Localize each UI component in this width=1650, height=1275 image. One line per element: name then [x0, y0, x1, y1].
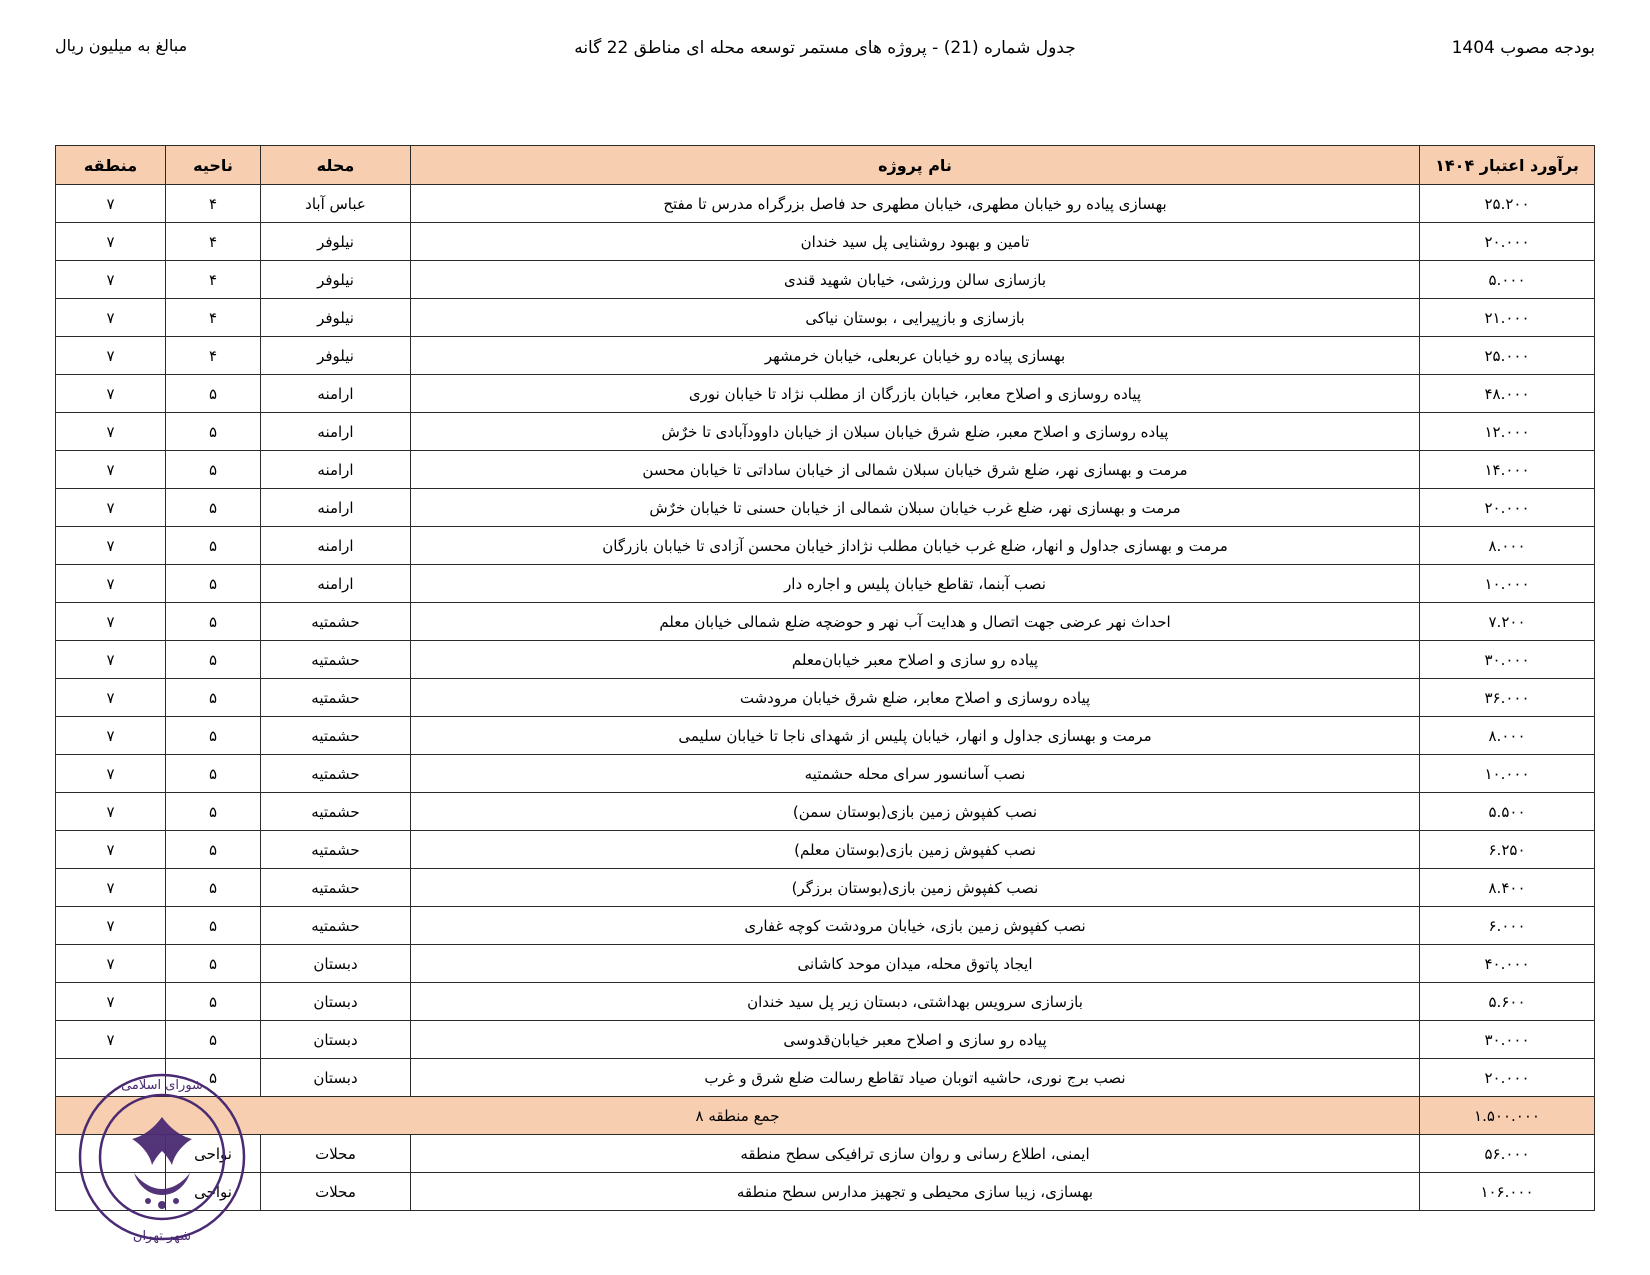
cell-amount: ۲۵.۲۰۰	[1420, 185, 1595, 223]
cell-district: ۵	[166, 1059, 261, 1097]
table-row	[56, 717, 1595, 755]
table-row	[56, 1173, 1595, 1211]
cell-region: ۷	[56, 527, 166, 565]
table-row	[56, 565, 1595, 603]
table-row	[56, 793, 1595, 831]
cell-amount: ۸.۰۰۰	[1420, 717, 1595, 755]
budget-table-container	[55, 145, 1595, 1211]
table-row	[56, 1135, 1595, 1173]
cell-amount: ۲۰.۰۰۰	[1420, 223, 1595, 261]
cell-amount: ۴۰.۰۰۰	[1420, 945, 1595, 983]
cell-project: مرمت و بهسازی نهر، ضلع غرب خیابان سبلان شمالی از خیابان حسنی تا خیابان خرٌش	[411, 489, 1420, 527]
cell-amount: ۱۲.۰۰۰	[1420, 413, 1595, 451]
cell-amount: ۳۶.۰۰۰	[1420, 679, 1595, 717]
stamp-text-top: شورای اسلامی	[121, 1078, 203, 1093]
cell-neighborhood: ارامنه	[261, 451, 411, 489]
page-header	[0, 38, 1650, 68]
budget-table	[55, 145, 1595, 1211]
cell-amount: ۱۴.۰۰۰	[1420, 451, 1595, 489]
cell-district: ۵	[166, 565, 261, 603]
cell-district: ۴	[166, 299, 261, 337]
cell-region: ۷	[56, 299, 166, 337]
cell-region: ۷	[56, 603, 166, 641]
table-row	[56, 261, 1595, 299]
cell-district: ۵	[166, 1021, 261, 1059]
cell-region: ۷	[56, 261, 166, 299]
cell-neighborhood: نیلوفر	[261, 261, 411, 299]
cell-region: ۷	[56, 565, 166, 603]
cell-project: نصب کفپوش زمین بازی(بوستان سمن)	[411, 793, 1420, 831]
cell-neighborhood: حشمتیه	[261, 907, 411, 945]
cell-project: بهسازی پیاده رو خیابان مطهری، خیابان مطهری حد فاصل بزرگراه مدرس تا مفتح	[411, 185, 1420, 223]
cell-neighborhood: حشمتیه	[261, 755, 411, 793]
table-row	[56, 451, 1595, 489]
column-header-project: نام پروژه	[411, 146, 1420, 185]
cell-region: ۷	[56, 413, 166, 451]
stamp-text-bottom: شهر تهران	[132, 1229, 192, 1244]
cell-project: مرمت و بهسازی نهر، ضلع شرق خیابان سبلان شمالی از خیابان ساداتی تا خیابان محسن	[411, 451, 1420, 489]
cell-sum-label: جمع منطقه ۸	[56, 1097, 1420, 1135]
cell-project: نصب کفپوش زمین بازی، خیابان مرودشت کوچه غفاری	[411, 907, 1420, 945]
cell-amount: ۲۰.۰۰۰	[1420, 489, 1595, 527]
cell-region: ۷	[56, 489, 166, 527]
cell-district: ۵	[166, 831, 261, 869]
cell-project: مرمت و بهسازی جداول و انهار، خیابان پلیس از شهدای ناجا تا خیابان سلیمی	[411, 717, 1420, 755]
table-row	[56, 907, 1595, 945]
cell-project: نصب آبنما، تقاطع خیابان پلیس و اجاره دار	[411, 565, 1420, 603]
cell-region: ۷	[56, 223, 166, 261]
cell-district: ۵	[166, 679, 261, 717]
cell-project: پیاده رو سازی و اصلاح معبر خیابان‌قدوسی	[411, 1021, 1420, 1059]
column-header-amount: برآورد اعتبار ۱۴۰۴	[1420, 146, 1595, 185]
cell-region: ۷	[56, 375, 166, 413]
table-row	[56, 489, 1595, 527]
cell-district: ۵	[166, 717, 261, 755]
cell-project: نصب کفپوش زمین بازی(بوستان معلم)	[411, 831, 1420, 869]
cell-neighborhood: حشمتیه	[261, 869, 411, 907]
cell-amount: ۳۰.۰۰۰	[1420, 1021, 1595, 1059]
cell-region: ۷	[56, 869, 166, 907]
cell-project: ایجاد پاتوق محله، میدان موحد کاشانی	[411, 945, 1420, 983]
table-header-row	[56, 146, 1595, 185]
cell-region	[56, 1135, 166, 1173]
cell-amount: ۲۱.۰۰۰	[1420, 299, 1595, 337]
table-row	[56, 869, 1595, 907]
cell-region: ۷	[56, 641, 166, 679]
cell-neighborhood: عباس آباد	[261, 185, 411, 223]
table-row	[56, 375, 1595, 413]
cell-neighborhood: حشمتیه	[261, 679, 411, 717]
cell-neighborhood: حشمتیه	[261, 831, 411, 869]
cell-district: ۵	[166, 641, 261, 679]
cell-project: نصب آسانسور سرای محله حشمتیه	[411, 755, 1420, 793]
cell-amount: ۵.۵۰۰	[1420, 793, 1595, 831]
cell-project: پیاده رو سازی و اصلاح معبر خیابان‌معلم	[411, 641, 1420, 679]
cell-project: مرمت و بهسازی جداول و انهار، ضلع غرب خیابان مطلب نژاداز خیابان محسن آزادی تا خیابان بازرگان	[411, 527, 1420, 565]
cell-neighborhood: نیلوفر	[261, 223, 411, 261]
cell-amount: ۸.۰۰۰	[1420, 527, 1595, 565]
table-row	[56, 1059, 1595, 1097]
cell-district: ۵	[166, 603, 261, 641]
cell-district: ۵	[166, 489, 261, 527]
column-header-district: ناحیه	[166, 146, 261, 185]
table-row	[56, 413, 1595, 451]
budget-year-title: بودجه مصوب 1404	[1451, 38, 1595, 58]
cell-district: ۴	[166, 261, 261, 299]
cell-neighborhood: ارامنه	[261, 413, 411, 451]
cell-region: ۷	[56, 831, 166, 869]
cell-project: نصب کفپوش زمین بازی(بوستان برزگر)	[411, 869, 1420, 907]
table-title: جدول شماره (21) - پروژه های مستمر توسعه محله ای مناطق 22 گانه	[574, 38, 1076, 58]
table-row	[56, 1021, 1595, 1059]
cell-neighborhood: حشمتیه	[261, 717, 411, 755]
cell-district: ۴	[166, 337, 261, 375]
cell-project: بازسازی سالن ورزشی، خیابان شهید قندی	[411, 261, 1420, 299]
cell-district: ۵	[166, 907, 261, 945]
cell-region: ۷	[56, 185, 166, 223]
cell-project: پیاده روسازی و اصلاح معبر، ضلع شرق خیابان سبلان از خیابان داوودآبادی تا خرٌش	[411, 413, 1420, 451]
column-header-region: منطقه	[56, 146, 166, 185]
cell-sum-amount: ۱.۵۰۰.۰۰۰	[1420, 1097, 1595, 1135]
cell-neighborhood: نیلوفر	[261, 299, 411, 337]
cell-district: ۵	[166, 527, 261, 565]
table-row	[56, 603, 1595, 641]
cell-district: ۵	[166, 755, 261, 793]
amount-unit-note: مبالغ به میلیون ریال	[55, 36, 188, 55]
cell-district: نواحی	[166, 1173, 261, 1211]
cell-region: ۷	[56, 451, 166, 489]
cell-region: ۷	[56, 755, 166, 793]
cell-region: ۷	[56, 983, 166, 1021]
cell-amount: ۳۰.۰۰۰	[1420, 641, 1595, 679]
cell-district: ۵	[166, 869, 261, 907]
table-row	[56, 641, 1595, 679]
table-row	[56, 945, 1595, 983]
table-sum-row	[56, 1097, 1595, 1135]
cell-amount: ۱۰.۰۰۰	[1420, 755, 1595, 793]
cell-region: ۷	[56, 679, 166, 717]
cell-project: بهسازی، زیبا سازی محیطی و تجهیز مدارس سطح منطقه	[411, 1173, 1420, 1211]
column-header-neighborhood: محله	[261, 146, 411, 185]
cell-neighborhood: محلات	[261, 1135, 411, 1173]
cell-region	[56, 1173, 166, 1211]
cell-project: ایمنی، اطلاع رسانی و روان سازی ترافیکی سطح منطقه	[411, 1135, 1420, 1173]
table-row	[56, 527, 1595, 565]
cell-neighborhood: حشمتیه	[261, 793, 411, 831]
cell-neighborhood: ارامنه	[261, 565, 411, 603]
cell-project: پیاده روسازی و اصلاح معابر، خیابان بازرگان از مطلب نژاد تا خیابان نوری	[411, 375, 1420, 413]
table-row	[56, 983, 1595, 1021]
cell-region: ۷	[56, 945, 166, 983]
cell-neighborhood: دبستان	[261, 983, 411, 1021]
cell-neighborhood: ارامنه	[261, 489, 411, 527]
cell-region: ۷	[56, 907, 166, 945]
cell-project: احداث نهر عرضی جهت اتصال و هدایت آب نهر و حوضچه ضلع شمالی خیابان معلم	[411, 603, 1420, 641]
table-row	[56, 337, 1595, 375]
cell-neighborhood: ارامنه	[261, 527, 411, 565]
cell-amount: ۶.۰۰۰	[1420, 907, 1595, 945]
cell-project: نصب برج نوری، حاشیه اتوبان صیاد تقاطع رسالت ضلع شرق و غرب	[411, 1059, 1420, 1097]
cell-neighborhood: محلات	[261, 1173, 411, 1211]
cell-region: ۷	[56, 337, 166, 375]
cell-neighborhood: نیلوفر	[261, 337, 411, 375]
cell-district: ۵	[166, 375, 261, 413]
cell-neighborhood: ارامنه	[261, 375, 411, 413]
table-body	[56, 185, 1595, 1211]
cell-district: ۵	[166, 451, 261, 489]
cell-district: ۴	[166, 185, 261, 223]
cell-neighborhood: حشمتیه	[261, 641, 411, 679]
cell-district: ۵	[166, 945, 261, 983]
cell-project: بازسازی و بازپیرایی ، بوستان نیاکی	[411, 299, 1420, 337]
cell-amount: ۵.۶۰۰	[1420, 983, 1595, 1021]
cell-region: ۷	[56, 793, 166, 831]
cell-amount: ۶.۲۵۰	[1420, 831, 1595, 869]
table-row	[56, 223, 1595, 261]
cell-district: ۴	[166, 223, 261, 261]
table-row	[56, 755, 1595, 793]
table-row	[56, 299, 1595, 337]
cell-district: ۵	[166, 413, 261, 451]
cell-amount: ۵.۰۰۰	[1420, 261, 1595, 299]
table-row	[56, 679, 1595, 717]
cell-district: نواحی	[166, 1135, 261, 1173]
cell-region	[56, 1059, 166, 1097]
cell-amount: ۱۰.۰۰۰	[1420, 565, 1595, 603]
cell-region: ۷	[56, 717, 166, 755]
cell-amount: ۱۰۶.۰۰۰	[1420, 1173, 1595, 1211]
cell-district: ۵	[166, 793, 261, 831]
cell-amount: ۴۸.۰۰۰	[1420, 375, 1595, 413]
cell-neighborhood: دبستان	[261, 945, 411, 983]
cell-project: پیاده روسازی و اصلاح معابر، ضلع شرق خیابان مرودشت	[411, 679, 1420, 717]
cell-neighborhood: دبستان	[261, 1059, 411, 1097]
cell-amount: ۲۰.۰۰۰	[1420, 1059, 1595, 1097]
cell-district: ۵	[166, 983, 261, 1021]
cell-neighborhood: حشمتیه	[261, 603, 411, 641]
cell-amount: ۷.۲۰۰	[1420, 603, 1595, 641]
cell-project: تامین و بهبود روشنایی پل سید خندان	[411, 223, 1420, 261]
cell-neighborhood: دبستان	[261, 1021, 411, 1059]
table-row	[56, 185, 1595, 223]
cell-amount: ۵۶.۰۰۰	[1420, 1135, 1595, 1173]
table-row	[56, 831, 1595, 869]
cell-project: بهسازی پیاده رو خیابان عربعلی، خیابان خرمشهر	[411, 337, 1420, 375]
cell-amount: ۲۵.۰۰۰	[1420, 337, 1595, 375]
cell-amount: ۸.۴۰۰	[1420, 869, 1595, 907]
cell-project: بازسازی سرویس بهداشتی، دبستان زیر پل سید خندان	[411, 983, 1420, 1021]
cell-region: ۷	[56, 1021, 166, 1059]
